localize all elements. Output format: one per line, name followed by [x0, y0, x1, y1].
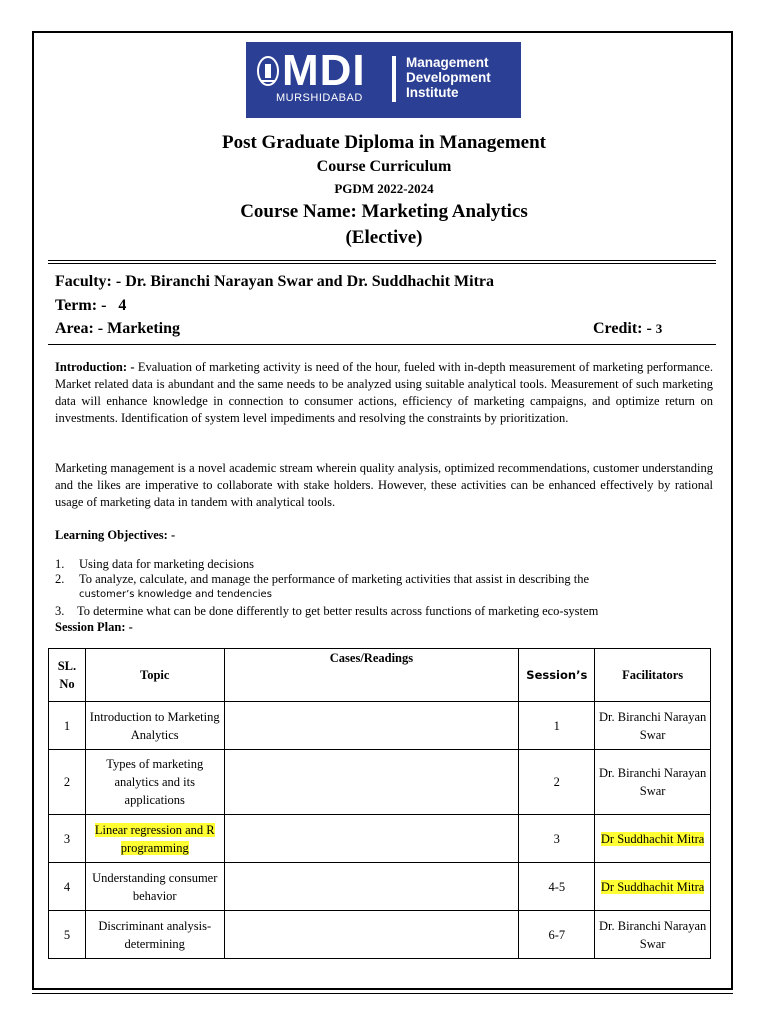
highlighted-facilitator: Dr Suddhachit Mitra [600, 831, 705, 846]
cell-facilitator: Dr. Biranchi Narayan Swar [595, 702, 711, 750]
logo-line: Institute [406, 85, 459, 100]
cell-session: 4-5 [519, 863, 595, 911]
table-row [49, 750, 711, 815]
area-line: Area: - Marketing [55, 320, 180, 337]
cell-cases [224, 815, 519, 863]
faculty-line: Faculty: - Dr. Biranchi Narayan Swar and Dr. Suddhachit Mitra [55, 273, 494, 290]
cell-session: 2 [519, 750, 595, 815]
cell-session: 3 [519, 815, 595, 863]
cell-topic: Types of marketing analytics and its applications [85, 750, 224, 815]
management-paragraph: Marketing management is a novel academic stream wherein quality analysis, optimized recommendations, customer understanding and the likes are imperative to collaborate with stake holders. However, these activities can be enhanced effectively by rational usage of marketing data in tandem with analytical tools. [55, 461, 713, 509]
objective-item [55, 572, 713, 602]
mdi-logo [246, 42, 521, 118]
objective-text: To analyze, calculate, and manage the performance of marketing activities that assist in describing the [79, 572, 590, 586]
term-line [55, 297, 126, 315]
cell-facilitator [595, 815, 711, 863]
cell-sl: 1 [49, 702, 86, 750]
cell-session: 6-7 [519, 911, 595, 959]
header-sessions: Session’s [519, 649, 595, 702]
cell-facilitator: Dr. Biranchi Narayan Swar [595, 911, 711, 959]
credit-line [593, 320, 662, 338]
table-row [49, 702, 711, 750]
objective-number: 3. [55, 604, 65, 618]
table-row [49, 815, 711, 863]
logo-divider [392, 56, 396, 102]
session-plan-label: Session Plan: - [55, 620, 133, 634]
page-border-bottom [32, 993, 733, 994]
header-cases: Cases/Readings [224, 649, 519, 702]
introduction-text: Evaluation of marketing activity is need of the hour, fueled with in-depth measurement of marketing performance. Market related data is abundant and the same needs to be analyzed using suitable analytical tools. Measurement of such marketing data will enhance knowledge in connection to consumer actions, efficiency of marketing campaigns, and optimize return on investments. Identification of system level impediments and resolving the constraints by prioritization. [55, 360, 714, 425]
cell-session: 1 [519, 702, 595, 750]
logo-institute-name [406, 55, 491, 100]
cell-sl: 5 [49, 911, 86, 959]
cell-facilitator: Dr. Biranchi Narayan Swar [595, 750, 711, 815]
objective-text: Using data for marketing decisions [79, 557, 254, 571]
cell-topic [85, 815, 224, 863]
logo-location: MURSHIDABAD [276, 92, 363, 104]
table-row [49, 911, 711, 959]
objective-text: To determine what can be done differently to get better results across functions of marketing eco-system [77, 604, 599, 618]
term-label: Term: - [55, 297, 107, 314]
course-name: Course Name: Marketing Analytics [240, 201, 528, 222]
header-sl-no: SL. No [49, 649, 86, 702]
logo-line: Development [406, 70, 491, 85]
introduction-label: Introduction: - [55, 360, 135, 374]
highlighted-topic: Linear regression and R programming [94, 822, 215, 855]
header-facilitators: Facilitators [595, 649, 711, 702]
objective-number: 1. [55, 557, 65, 571]
cell-topic: Discriminant analysis-determining [85, 911, 224, 959]
curriculum-title: Course Curriculum [316, 158, 452, 175]
batch-label: PGDM 2022-2024 [334, 181, 434, 196]
table-header-row [49, 649, 711, 702]
introduction-paragraph [55, 359, 713, 427]
divider [48, 263, 716, 264]
cell-cases [224, 750, 519, 815]
objective-number: 2. [55, 572, 65, 586]
course-type: (Elective) [345, 227, 423, 248]
cell-sl: 3 [49, 815, 86, 863]
divider [48, 260, 716, 261]
logo-mark: MDI [282, 46, 366, 95]
highlighted-facilitator: Dr Suddhachit Mitra [600, 879, 705, 894]
session-plan-table [48, 648, 711, 959]
term-value: 4 [118, 297, 127, 314]
cell-cases [224, 863, 519, 911]
logo-line: Management [406, 55, 489, 70]
cell-cases [224, 911, 519, 959]
objective-text-continued: customer’s knowledge and tendencies [79, 589, 272, 600]
credit-value: 3 [655, 321, 663, 336]
cell-topic: Introduction to Marketing Analytics [85, 702, 224, 750]
cell-sl: 4 [49, 863, 86, 911]
learning-objectives-label: Learning Objectives: - [55, 528, 176, 542]
cell-facilitator [595, 863, 711, 911]
objective-item [55, 557, 713, 572]
program-title: Post Graduate Diploma in Management [221, 132, 547, 153]
objective-item [55, 604, 713, 619]
cell-topic: Understanding consumer behavior [85, 863, 224, 911]
divider [48, 344, 716, 345]
table-row [49, 863, 711, 911]
credit-label: Credit: - [593, 320, 652, 337]
emblem-icon [256, 55, 280, 87]
header-topic: Topic [85, 649, 224, 702]
cell-cases [224, 702, 519, 750]
cell-sl: 2 [49, 750, 86, 815]
